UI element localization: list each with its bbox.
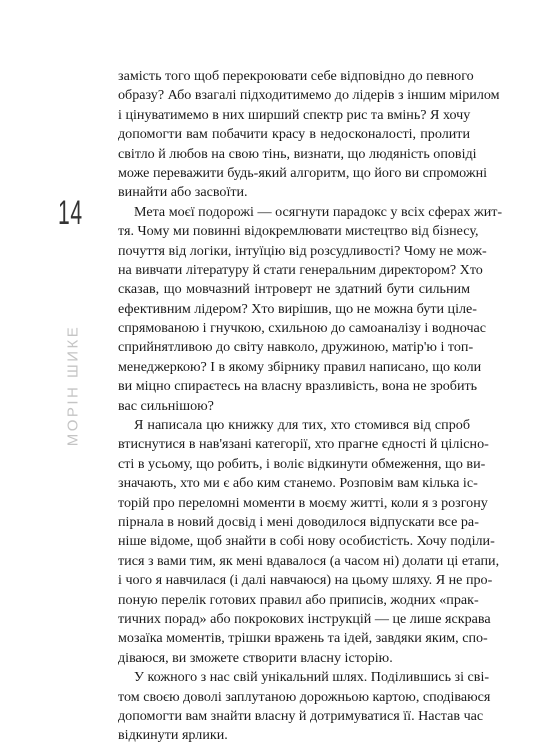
text-line: вас сильнішою? bbox=[118, 397, 214, 414]
text-line: і цінуватимемо в них ширший спектр рис та вмінь? Я хочу bbox=[118, 106, 471, 123]
text-line: допомогти вам побачити красу в недосконалості, пролити bbox=[118, 126, 470, 143]
text-line: У кожного з нас свій унікальний шлях. Поділившись зі сві- bbox=[134, 669, 490, 686]
text-line: менеджеркою? І в якому збірнику правил написано, що коли bbox=[118, 358, 482, 375]
text-line: і чого я навчилася (і далі навчаюся) на цьому шляху. Я не про- bbox=[118, 572, 493, 589]
page-number: 14 bbox=[58, 194, 83, 232]
text-line: образу? Або взагалі підходитимемо до лідерів з іншим мірилом bbox=[118, 87, 500, 104]
text-line: значають, хто ми є або ким станемо. Розповім вам кілька іс- bbox=[118, 475, 478, 492]
text-line: сказав, що мовчазний інтроверт не здатний бути сильним bbox=[118, 281, 470, 298]
body-text bbox=[118, 67, 503, 746]
text-line: Мета моєї подорожі — осягнути парадокс у всіх сферах жит- bbox=[134, 203, 503, 220]
text-line: почуття від логіки, інтуїцію від розсудливості? Чому не мож- bbox=[118, 242, 487, 259]
text-line: втиснутися в нав'язані категорії, хто прагне єдності й цілісно- bbox=[118, 436, 489, 453]
text-line: сприйнятливою до світу навколо, дружиною, матір'ю і топ- bbox=[118, 339, 474, 356]
text-line: спрямованою і гнучкою, схильною до самоаналізу і водночас bbox=[118, 320, 487, 337]
text-line: тися з вами тим, як мені вдавалося (а часом ні) долати ці етапи, bbox=[118, 552, 500, 569]
text-line: замість того щоб перекроювати себе відповідно до певного bbox=[118, 68, 474, 84]
text-line: пірнала в новий досвід і мені доводилося відпускати все ра- bbox=[118, 513, 479, 530]
text-line: ефективним лідером? Хто вирішив, що не можна бути ціле- bbox=[118, 300, 477, 317]
text-line: ви міцно спираєтесь на власну вразливість, вона не зробить bbox=[118, 378, 478, 395]
text-line: світло й любов на свою тінь, визнати, що людяність оповіді bbox=[118, 145, 477, 162]
text-line: сті в усьому, що робить, і воліє відкинути обмеження, що ви- bbox=[118, 455, 486, 472]
running-header-author-text: МОРІН ШИКЕ bbox=[64, 324, 82, 446]
text-line: поную перелік готових правил або приписів, жодних «прак- bbox=[118, 591, 479, 608]
text-line: винайти або засвоїти. bbox=[118, 184, 248, 201]
text-line: може переважити будь-який алгоритм, що його ви спроможні bbox=[118, 164, 488, 181]
text-line: тичних порад» або покрокових інструкцій — це лише яскрава bbox=[118, 610, 491, 627]
text-line: відкинути ярлики. bbox=[118, 727, 228, 744]
text-line: мозаїка моментів, трішки вражень та ідей, завдяки яким, спо- bbox=[118, 630, 488, 647]
running-header-author bbox=[56, 324, 90, 446]
text-line: торій про переломні моменти в моєму житті, коли я з розгону bbox=[118, 494, 488, 511]
text-line: тя. Чому ми повинні відокремлювати мистецтво від бізнесу, bbox=[118, 223, 479, 240]
text-line: допомогти вам знайти власну й дотримуватися її. Настав час bbox=[118, 707, 484, 724]
text-line: діваюся, ви зможете створити власну історію. bbox=[118, 649, 393, 666]
text-line: том своєю доволі заплутаною дорожньою картою, сподіваюся bbox=[118, 688, 491, 705]
text-line: ніше відоме, щоб знайти в собі нову особистість. Хочу поділи- bbox=[118, 533, 495, 550]
text-line: Я написала цю книжку для тих, хто стомився від спроб bbox=[134, 417, 470, 434]
text-line: на вивчати літературу й стати генеральним директором? Хто bbox=[118, 261, 483, 278]
